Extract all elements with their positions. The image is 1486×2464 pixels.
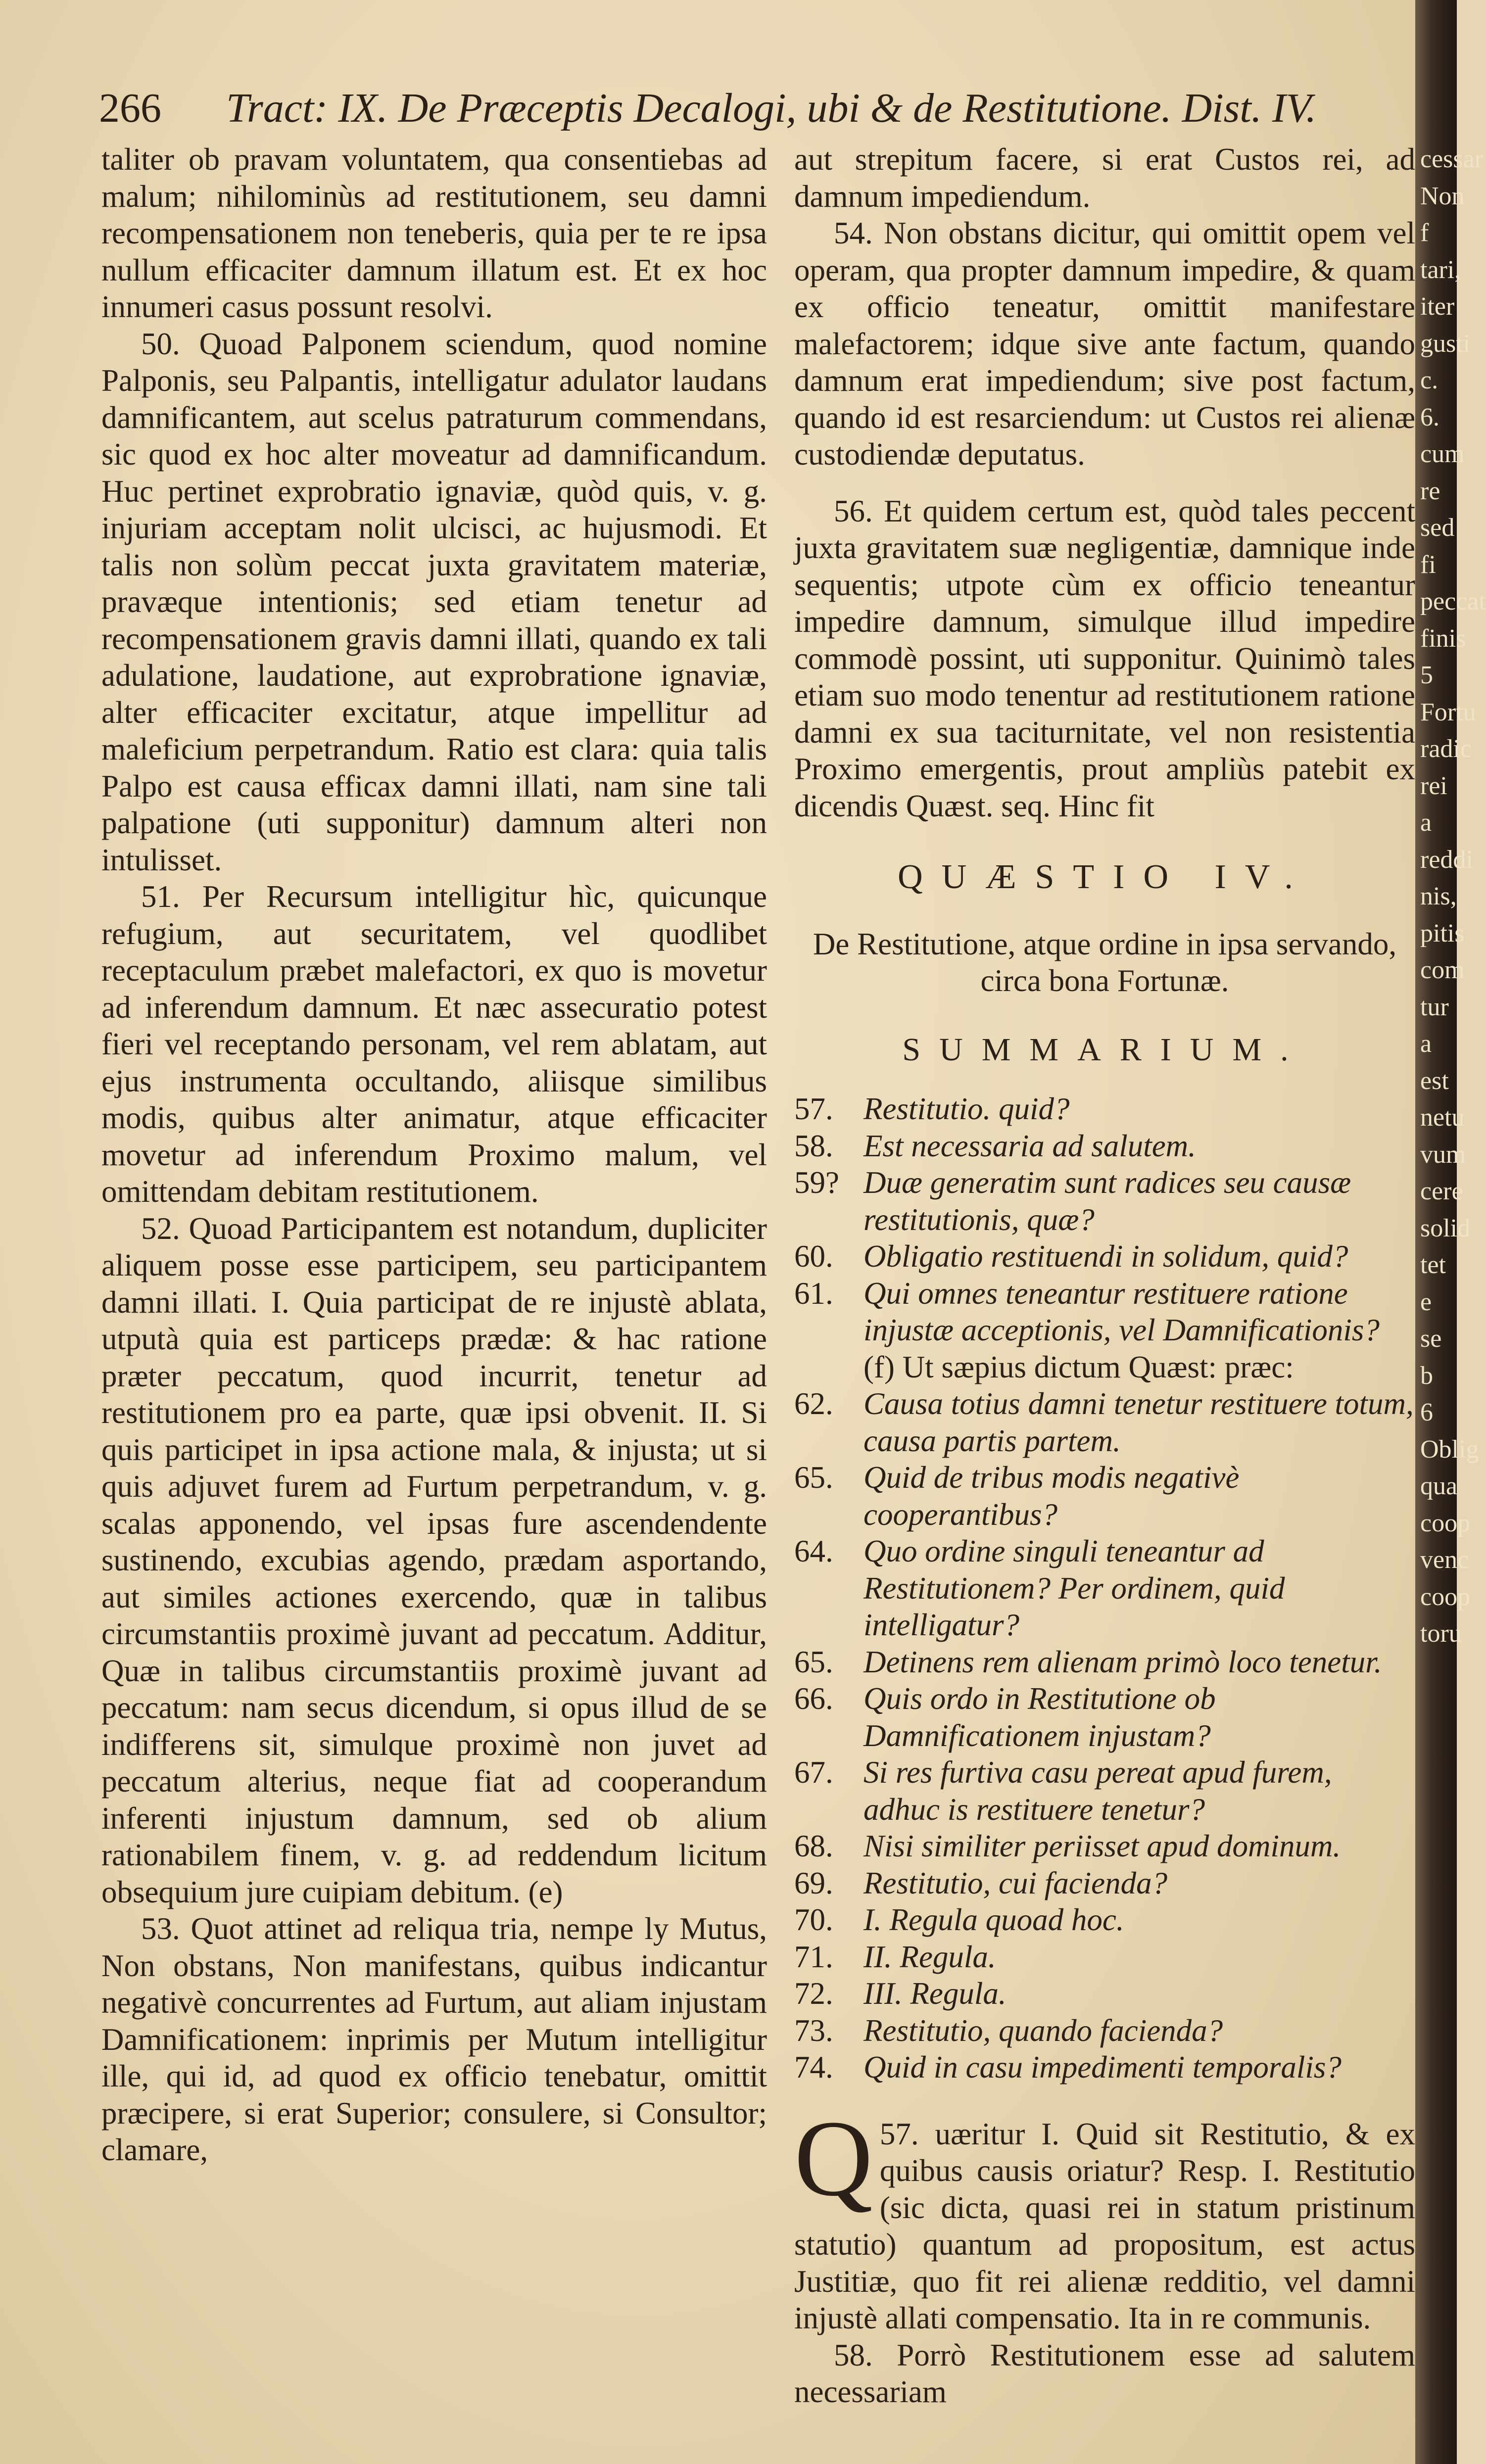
summary-number: 73. bbox=[794, 2013, 833, 2048]
margin-fragment: peccat bbox=[1420, 587, 1486, 616]
drop-cap: Q bbox=[794, 2097, 873, 2219]
margin-fragment: coop bbox=[1420, 1509, 1471, 1537]
summary-number: 74. bbox=[794, 2050, 833, 2085]
running-header bbox=[99, 84, 1346, 143]
margin-fragment: gusti bbox=[1420, 329, 1471, 358]
margin-fragment: Non f bbox=[1420, 182, 1465, 247]
margin-fragment: sed fi bbox=[1420, 514, 1455, 579]
summary-number: 65. bbox=[794, 1460, 833, 1495]
paragraph-number: 58. bbox=[834, 2337, 873, 2372]
summary-text: (f) Ut sæpius dictum Quæst: præc: bbox=[863, 1349, 1294, 1384]
summary-item bbox=[794, 1090, 1415, 1128]
summary-text: Quo ordine singuli teneantur ad Restitutionem? Per ordinem, quid intelligatur? bbox=[863, 1534, 1285, 1642]
paragraph-text: taliter ob pravam voluntatem, qua consentiebas ad malum; nihilominùs ad restitutionem, seu damni recompensationem non teneberis, quia per te re ipsa nullum efficaciter damnum illatum est. Et ex hoc innumeri casus possunt resolvi. bbox=[101, 142, 767, 324]
summary-item bbox=[794, 1533, 1415, 1644]
margin-fragment: Oblig bbox=[1420, 1435, 1479, 1464]
summary-item bbox=[794, 1385, 1415, 1459]
summary-item bbox=[794, 1644, 1415, 1681]
summarium-list bbox=[794, 1090, 1415, 2086]
summary-text: Duæ generatim sunt radices seu causæ restitutionis, quæ? bbox=[863, 1165, 1351, 1237]
summary-text: Quid in casu impedimenti temporalis? bbox=[863, 2050, 1342, 2085]
margin-fragment: rei a bbox=[1420, 771, 1447, 837]
paragraph-50 bbox=[101, 326, 767, 879]
summary-item bbox=[794, 2012, 1415, 2049]
margin-fragment: vum bbox=[1420, 1140, 1466, 1169]
summary-number: 66. bbox=[794, 1681, 833, 1716]
summary-number: 68. bbox=[794, 1829, 833, 1863]
paragraph-text: aut strepitum facere, si erat Custos rei, ad damnum impediendum. bbox=[794, 142, 1415, 214]
margin-fragment: coop bbox=[1420, 1582, 1471, 1611]
margin-fragment: 5 bbox=[1420, 661, 1433, 689]
paragraph-text: Et quidem certum est, quòd tales peccent juxta gravitatem suæ negligentiæ, damnique inde sequentis; utpote cùm ex officio teneantur impedire damnum, simulque illud impedire commodè possint, uti supponitur. Quinimò tales etiam suo modo tenentur ad restitutionem ratione damni ex sua taciturnitate, vel non resistentia Proximo emergentis, prout ampliùs patebit ex dicendis Quæst. seq. Hinc fit bbox=[794, 493, 1415, 823]
margin-fragment: est bbox=[1420, 1066, 1449, 1095]
summary-item bbox=[794, 1459, 1415, 1533]
summary-text: III. Regula. bbox=[863, 1976, 1007, 2011]
summary-item bbox=[794, 1901, 1415, 1939]
paragraph-number: 54. bbox=[834, 216, 873, 250]
summary-text: Causa totius damni tenetur restituere totum, causa partis partem. bbox=[863, 1386, 1414, 1458]
paragraph-number: 50. bbox=[141, 326, 180, 361]
margin-fragment: tur a bbox=[1420, 993, 1449, 1058]
paragraph-text: Per Recursum intelligitur hìc, quicunque refugium, aut securitatem, vel quodlibet receptaculum præbet malefactori, ex quo is movetur ad inferendum damnum. Et næc assecuratio potest fieri vel receptando personam, vel rem ablatam, aut ejus instrumenta occultando, aliisque similibus modis, quibus alter animatur, atque efficaciter movetur ad inferendum Proximo malum, vel omittendam debitam restitutionem. bbox=[101, 879, 767, 1209]
margin-fragment: venc bbox=[1420, 1546, 1469, 1574]
summary-number: 65. bbox=[794, 1644, 833, 1679]
summary-text: Nisi similiter periisset apud dominum. bbox=[863, 1829, 1341, 1863]
paragraph-number: 56. bbox=[834, 493, 873, 528]
paragraph-53 bbox=[101, 1910, 767, 2169]
margin-fragment: toru bbox=[1420, 1619, 1462, 1648]
summary-number: 62. bbox=[794, 1386, 833, 1421]
paragraph-continuation bbox=[101, 141, 767, 326]
summary-item bbox=[794, 1828, 1415, 1865]
summary-footnote bbox=[794, 1349, 1415, 1386]
paragraph-54 bbox=[794, 215, 1415, 473]
quaestio-heading: QUÆSTIO IV. bbox=[898, 858, 1312, 896]
paragraph-52 bbox=[101, 1210, 767, 1911]
margin-fragment: nis, bbox=[1420, 882, 1457, 910]
summary-item bbox=[794, 1975, 1415, 2012]
right-column bbox=[794, 141, 1415, 2411]
summary-number: 58. bbox=[794, 1128, 833, 1163]
summary-item bbox=[794, 1680, 1415, 1754]
margin-fragment: Fortu bbox=[1420, 698, 1476, 726]
margin-fragment: cessar bbox=[1420, 145, 1484, 173]
margin-fragment: se b bbox=[1420, 1325, 1442, 1390]
summary-number: 59? bbox=[794, 1165, 839, 1200]
summary-number: 70. bbox=[794, 1902, 833, 1937]
running-title: Tract: IX. De Præceptis Decalogi, ubi & de Restitutione. Dist. IV. bbox=[226, 85, 1317, 131]
summary-text: II. Regula. bbox=[863, 1939, 996, 1974]
summarium-heading: SUMMARIUM. bbox=[902, 1031, 1307, 1068]
summary-item bbox=[794, 1865, 1415, 1902]
paragraph-57 bbox=[794, 2097, 1415, 2337]
quaestio-subtitle: De Restitutione, atque ordine in ipsa servando, circa bona Fortunæ. bbox=[813, 926, 1397, 998]
margin-fragment: netu bbox=[1420, 1103, 1465, 1132]
paragraph-text: Non obstans dicitur, qui omittit opem vel operam, qua propter damnum impedire, & quam ex officio teneatur, omittit manifestare malefactorem; idque sive ante factum, quando damnum erat impediendum; sive post factum, quando id est resarciendum: ut Custos rei alienæ custodiendæ deputatus. bbox=[794, 216, 1415, 472]
summary-number: 57. bbox=[794, 1091, 833, 1126]
margin-fragment: iter bbox=[1420, 292, 1455, 321]
paragraph-58 bbox=[794, 2337, 1415, 2411]
summary-item bbox=[794, 1164, 1415, 1238]
summary-text: Restitutio, cui facienda? bbox=[863, 1865, 1168, 1900]
summary-text: Detinens rem alienam primò loco tenetur. bbox=[863, 1644, 1382, 1679]
summary-text: Est necessaria ad salutem. bbox=[863, 1128, 1196, 1163]
margin-fragment: cum re bbox=[1420, 440, 1465, 505]
summary-number: 64. bbox=[794, 1534, 833, 1568]
summary-text: Quid de tribus modis negativè cooperantibus? bbox=[863, 1460, 1240, 1532]
left-column bbox=[101, 141, 767, 2169]
margin-fragment: c. 6. bbox=[1420, 366, 1439, 431]
summary-number: 72. bbox=[794, 1976, 833, 2011]
paragraph-56 bbox=[794, 493, 1415, 825]
summary-text: Qui omnes teneantur restituere ratione injustæ acceptionis, vel Damnificationis? bbox=[863, 1276, 1380, 1347]
summary-text: Obligatio restituendi in solidum, quid? bbox=[863, 1239, 1348, 1274]
paragraph-51 bbox=[101, 878, 767, 1210]
summary-number: 61. bbox=[794, 1276, 833, 1311]
summary-number: 60. bbox=[794, 1239, 833, 1274]
margin-fragment: tet e bbox=[1420, 1251, 1446, 1316]
margin-fragment: com bbox=[1420, 956, 1465, 984]
summary-text: Restitutio, quando facienda? bbox=[863, 2013, 1223, 2048]
summary-text: Quis ordo in Restitutione ob Damnificationem injustam? bbox=[863, 1681, 1216, 1753]
summary-text: Restitutio. quid? bbox=[863, 1091, 1070, 1126]
summary-item bbox=[794, 1939, 1415, 1976]
margin-fragment: solid bbox=[1420, 1214, 1471, 1242]
margin-fragment: tari, bbox=[1420, 255, 1461, 284]
facing-page-fragments bbox=[1420, 141, 1486, 1653]
margin-fragment: cere bbox=[1420, 1177, 1463, 1205]
summary-text: I. Regula quoad hoc. bbox=[863, 1902, 1124, 1937]
margin-fragment: qua bbox=[1420, 1472, 1458, 1500]
paragraph-number: 52. bbox=[141, 1211, 180, 1246]
paragraph-number: 57. bbox=[879, 2116, 919, 2151]
summary-item bbox=[794, 1275, 1415, 1349]
summary-item bbox=[794, 1128, 1415, 1165]
summary-item bbox=[794, 1238, 1415, 1275]
margin-fragment: pitis bbox=[1420, 919, 1465, 948]
summary-number: 69. bbox=[794, 1865, 833, 1900]
margin-fragment: finis bbox=[1420, 624, 1466, 653]
paragraph-text: Quoad Participantem est notandum, dupliciter aliquem posse esse participem, seu participantem damni illati. I. Quia participat de re injustè ablata, utputà quia est particeps prædæ: & hac ratione præter peccatum, quod incurrit, tenetur ad restitutionem pro ea parte, quæ ipsi obvenit. II. Si quis participet in ipsa actione mala, & injusta; ut si quis adjuvet furem ad Furtum perpetrandum, v. g. scalas apponendo, vel ipsas fure ascendendente sustinendo, excubias agendo, prædam asportando, aut similes actiones exercendo, quæ in talibus circumstantiis proximè juvant ad peccatum. Additur, Quæ in talibus circumstantiis proximè juvant ad peccatum: nam secus dicendum, si opus illud de se indifferens sit, simulque proximè non juvet ad peccatum alterius, neque fiat ad cooperandum inferenti injustum damnum, sed ob alium rationabilem finem, v. g. ad reddendum licitum obsequium jure cuipiam debitum. (e) bbox=[101, 1211, 767, 1909]
paragraph-text: Porrò Restitutionem esse ad salutem necessariam bbox=[794, 2337, 1415, 2409]
paragraph-text: Quot attinet ad reliqua tria, nempe ly Mutus, Non obstans, Non manifestans, quibus indicantur negativè concurrentes ad Furtum, aut aliam injustam Damnificationem: inprimis per Mutum intelligitur ille, qui id, ad quod ex officio tenebatur, omittit præcipere, si erat Superior; consulere, si Consultor; clamare, bbox=[101, 1911, 767, 2167]
paragraph-number: 51. bbox=[141, 879, 180, 914]
paragraph-number: 53. bbox=[141, 1911, 180, 1946]
margin-fragment: radic bbox=[1420, 735, 1472, 763]
page-number: 266 bbox=[99, 85, 161, 131]
summary-text: Si res furtiva casu pereat apud furem, adhuc is restituere tenetur? bbox=[863, 1755, 1332, 1827]
margin-fragment: 6 bbox=[1420, 1398, 1433, 1426]
summary-item bbox=[794, 2049, 1415, 2086]
summary-number: 71. bbox=[794, 1939, 833, 1974]
paragraph-text: uæritur I. Quid sit Restitutio, & ex quibus causis oriatur? Resp. I. Restitutio (sic dicta, quasi rei in statum pristinum statutio) quantum ad propositum, est actus Justitiæ, quo fit rei alienæ redditio, vel damni injustè allati compensatio. Ita in re communis. bbox=[794, 2116, 1415, 2335]
summary-number: 67. bbox=[794, 1755, 833, 1790]
paragraph-text: Quoad Palponem sciendum, quod nomine Palponis, seu Palpantis, intelligatur adulator laudans damnificantem, aut scelus patraturum commendans, sic quod ex hoc alter moveatur ad damnificandum. Huc pertinet exprobratio ignaviæ, quòd quis, v. g. injuriam acceptam nolit ulcisci, ac hujusmodi. Et talis non solùm peccat juxta gravitatem materiæ, pravæque intentionis; sed etiam tenetur ad recompensationem gravis damni illati, quando ex tali adulatione, laudatione, aut exprobratione ignaviæ, alter efficaciter excitatur, atque impellitur ad maleficium perpetrandum. Ratio est clara: quia talis Palpo est causa efficax damni illati, nam sine tali palpatione (uti supponitur) damnum alteri non intulisset. bbox=[101, 326, 767, 877]
paragraph-continuation bbox=[794, 141, 1415, 215]
margin-fragment: reddi bbox=[1420, 845, 1473, 874]
summary-item bbox=[794, 1754, 1415, 1828]
